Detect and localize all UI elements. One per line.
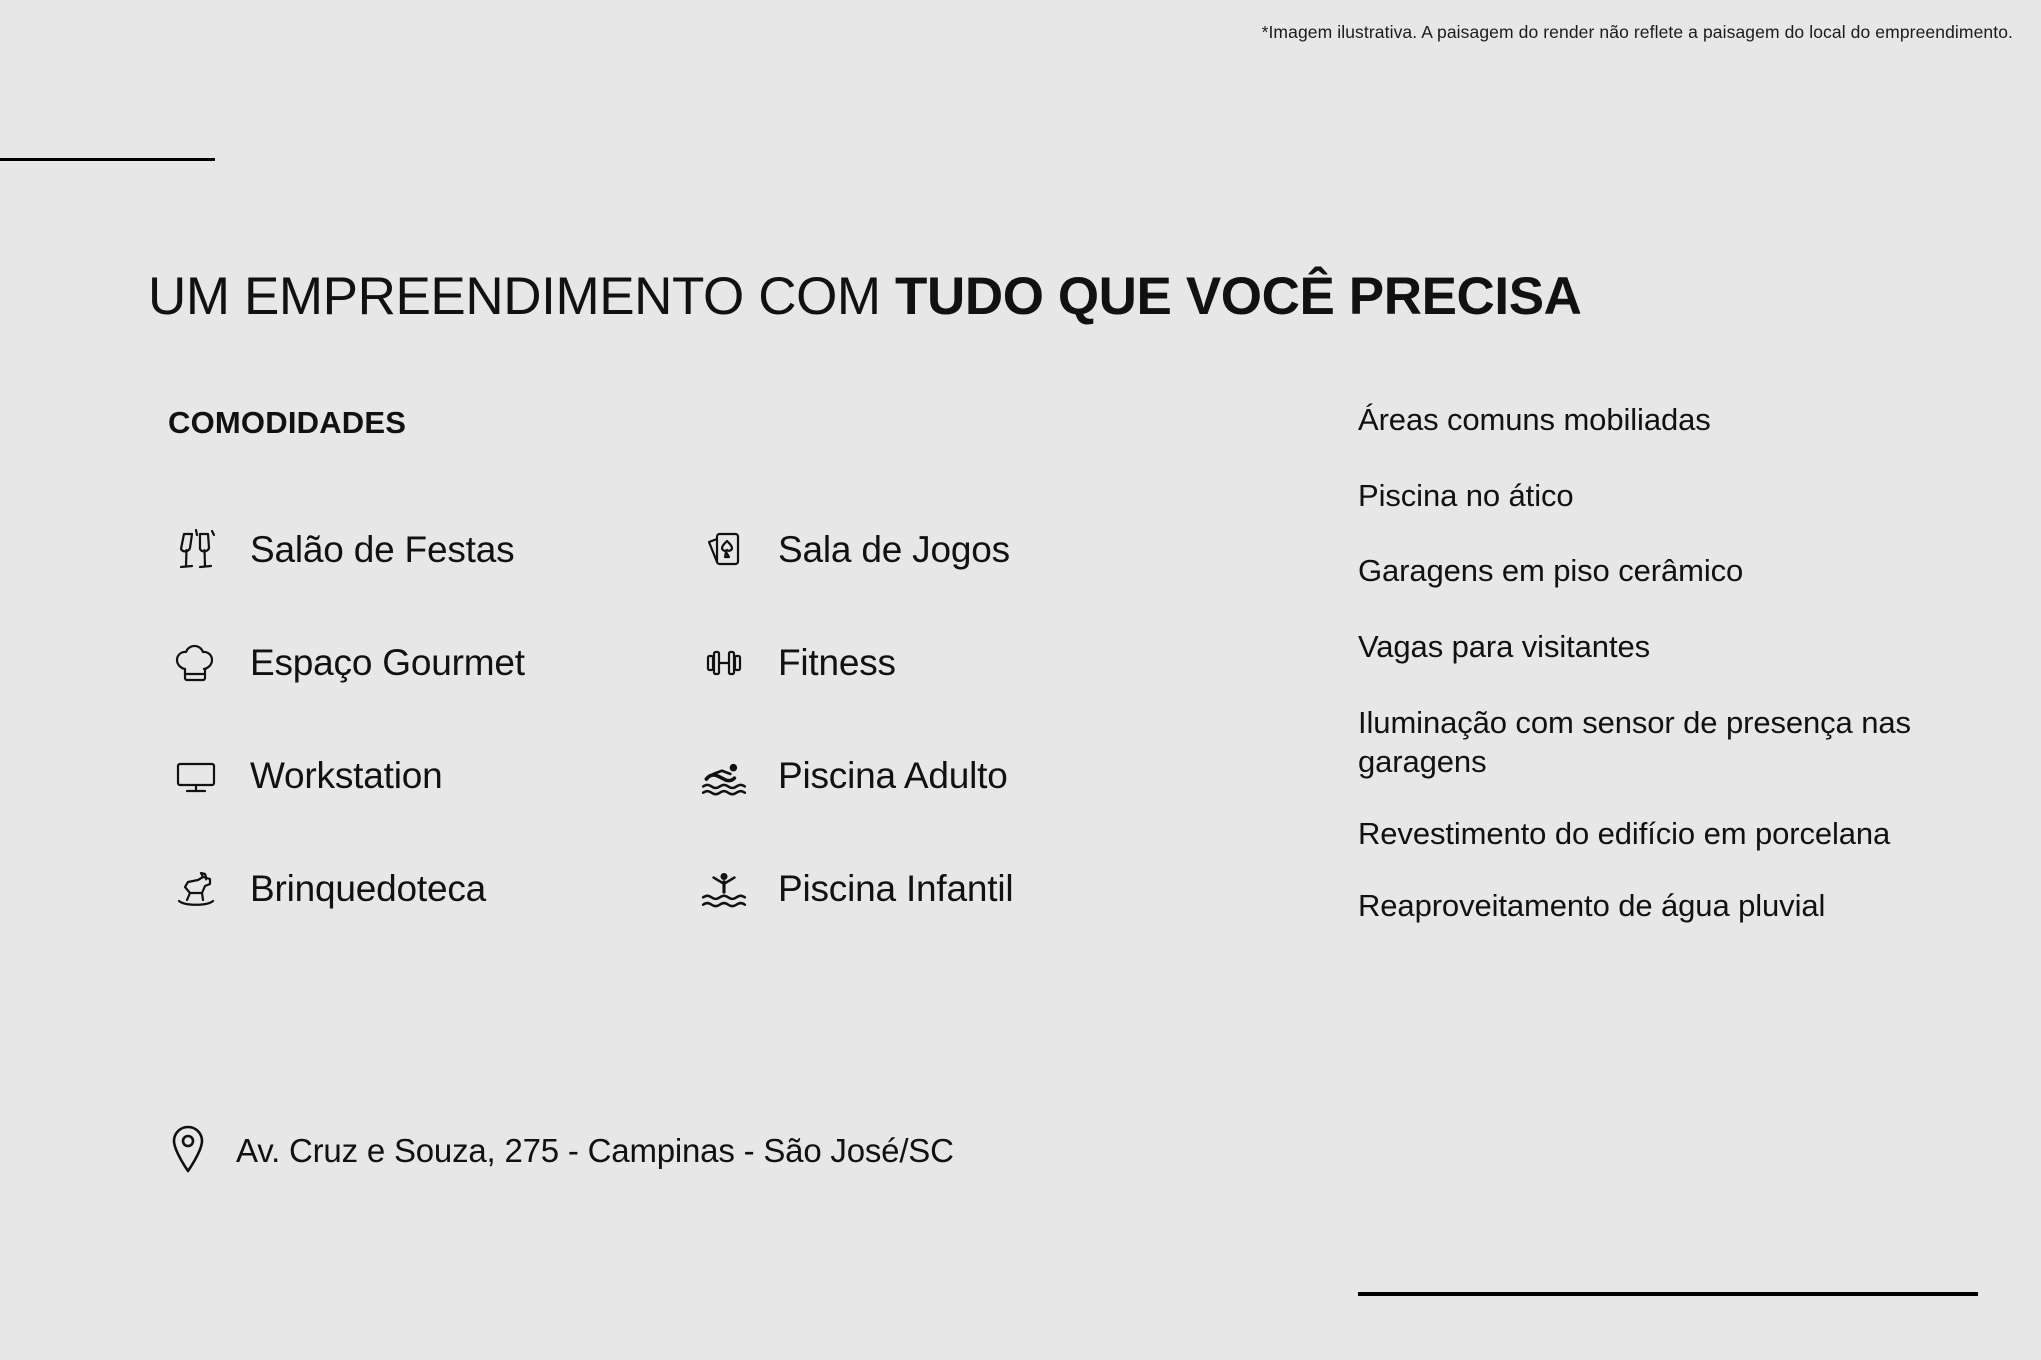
feature-item: Piscina no ático [1358,477,1574,513]
amenity-label: Fitness [778,641,896,683]
amenity-label: Workstation [250,754,443,796]
child-swimmer-icon [696,861,752,917]
feature-item: Vagas para visitantes [1358,629,1650,665]
rocking-horse-icon [168,861,224,917]
amenity-label: Espaço Gourmet [250,641,525,683]
amenity-item [688,522,1208,578]
amenity-item [168,861,688,917]
amenity-item [688,635,1208,691]
amenities-grid [168,493,1318,945]
chef-hat-icon [168,635,224,691]
bottom-divider [1358,1292,1978,1296]
amenity-item [168,635,688,691]
feature-item: Áreas comuns mobiliadas [1358,402,1711,437]
amenity-label: Piscina Infantil [778,867,1014,909]
page-title-bold: TUDO QUE VOCÊ PRECISA [894,266,1582,326]
top-divider [0,158,215,161]
page-title [148,268,1582,326]
feature-item: Reaproveitamento de água pluvial [1358,887,1826,923]
swimmer-icon [696,748,752,804]
amenities-section [168,405,1318,945]
address-text: Av. Cruz e Souza, 275 - Campinas - São José/SC [236,1132,954,1169]
amenity-label: Salão de Festas [250,528,515,570]
disclaimer-text: *Imagem ilustrativa. A paisagem do render não reflete a paisagem do local do empreendimento. [1261,22,2013,42]
playing-cards-icon [696,522,752,578]
amenity-item [168,522,688,578]
amenity-label: Piscina Adulto [778,754,1008,796]
location-pin-icon [162,1120,214,1182]
amenity-item [688,748,1208,804]
champagne-glasses-icon [168,522,224,578]
dumbbell-icon [696,635,752,691]
monitor-icon [168,748,224,804]
feature-item: Iluminação com sensor de presença nas garagens [1358,704,1911,780]
amenity-label: Brinquedoteca [250,867,487,909]
features-list [1358,400,1978,957]
address-block [162,1120,954,1182]
amenity-label: Sala de Jogos [778,528,1010,570]
section-title: COMODIDADES [168,405,407,440]
feature-item: Garagens em piso cerâmico [1358,553,1744,589]
amenity-item [168,748,688,804]
amenity-item [688,861,1208,917]
page-title-light: UM EMPREENDIMENTO COM [148,266,895,326]
feature-item: Revestimento do edifício em porcelana [1358,816,1891,852]
